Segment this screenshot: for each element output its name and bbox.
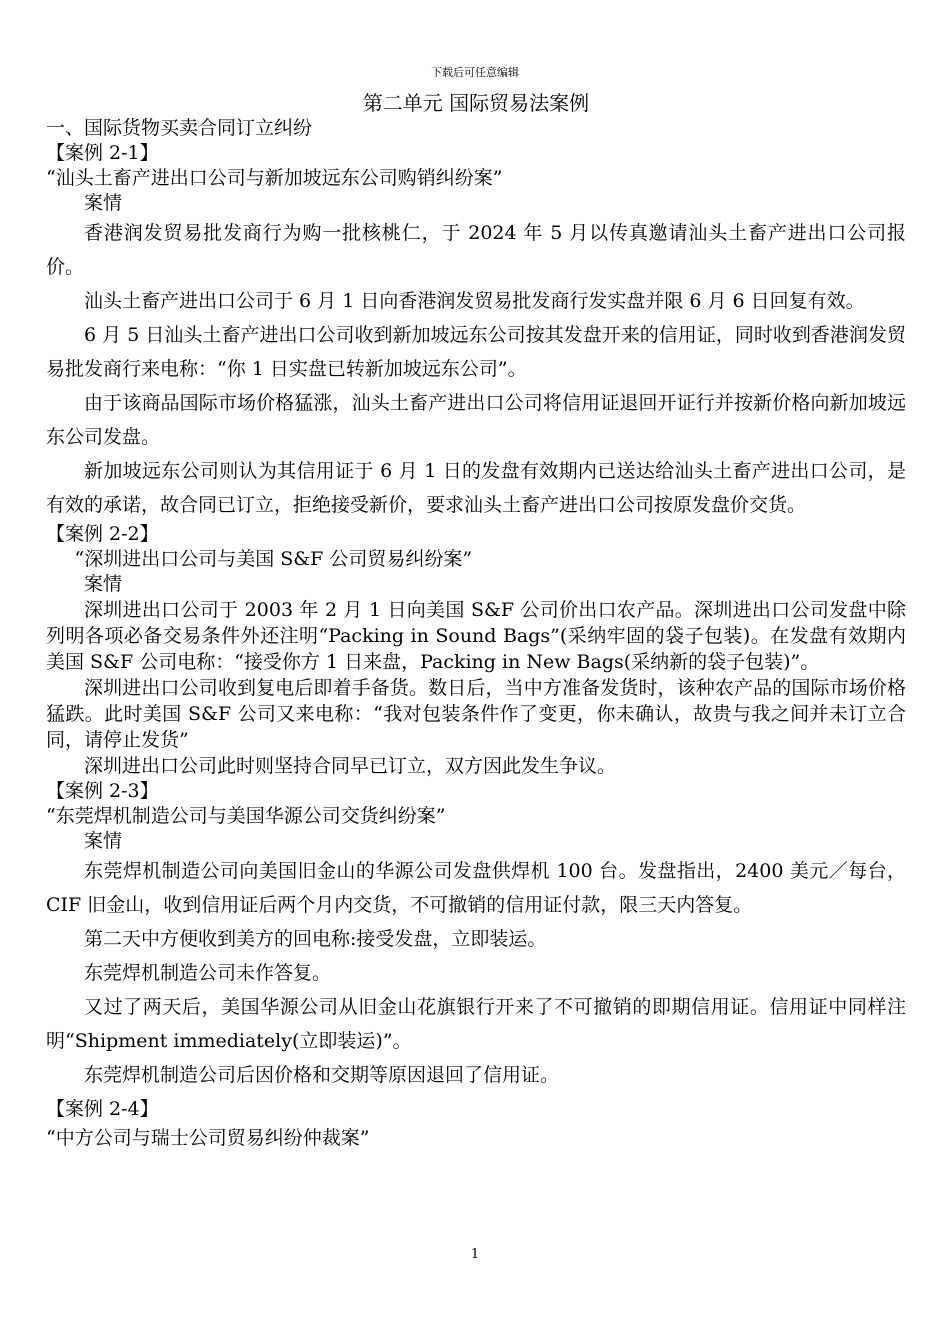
case-title-2-3: “东莞焊机制造公司与美国华源公司交货纠纷案” [46,805,446,827]
case-2-2-paragraph: 深圳进出口公司于 2003 年 2 月 1 日向美国 S&F 公司价出口农产品。深圳进出口公司发盘中除列明各项必备交易条件外还注明“Packing in Sound Bags”(采纳牢固的袋子包装)。在发盘有效期内美国 S&F 公司电称：“接受你方 1 日来盘，Packing in New Bags(采纳新的袋子包装)”。 [46,599,906,673]
case-2-2-paragraph: 深圳进出口公司收到复电后即着手备货。数日后，当中方准备发货时，该种农产品的国际市场价格猛跌。此时美国 S&F 公司又来电称：“我对包装条件作了变更，你未确认，故贵与我之间并未订立合同，请停止发货” [46,677,906,751]
case-2-1-paragraph: 汕头土畜产进出口公司于 6 月 1 日向香港润发贸易批发商行发实盘并限 6 月 6 日回复有效。 [84,290,865,312]
case-2-1-paragraph: 由于该商品国际市场价格猛涨，汕头土畜产进出口公司将信用证退回开证行并按新价格向新加坡远东公司发盘。 [46,392,906,448]
case-title-2-4: “中方公司与瑞士公司贸易纠纷仲裁案” [46,1127,370,1149]
case-2-3-paragraph: 东莞焊机制造公司未作答复。 [84,962,332,984]
case-title-2-2: “深圳进出口公司与美国 S&F 公司贸易纠纷案” [74,548,473,570]
case-sub-2-3: 案情 [84,830,123,852]
header-note: 下载后可任意编辑 [431,66,519,79]
case-2-1-paragraph: 6 月 5 日汕头土畜产进出口公司收到新加坡远东公司按其发盘开来的信用证，同时收到香港润发贸易批发商行来电称：“你 1 日实盘已转新加坡远东公司”。 [46,324,906,380]
case-2-3-paragraph: 第二天中方便收到美方的回电称:接受发盘，立即装运。 [84,928,547,950]
page-number: 1 [470,1247,480,1262]
section-heading: 一、国际货物买卖合同订立纠纷 [46,117,313,139]
case-sub-2-2: 案情 [84,573,123,595]
case-2-1-paragraph: 新加坡远东公司则认为其信用证于 6 月 1 日的发盘有效期内已送达给汕头土畜产进出口公司，是有效的承诺，故合同已订立，拒绝接受新价，要求汕头土畜产进出口公司按原发盘价交货。 [46,460,906,516]
case-label-2-2: 【案例 2-2】 [46,523,159,545]
case-label-2-4: 【案例 2-4】 [46,1098,159,1120]
case-2-1-paragraph: 香港润发贸易批发商行为购一批核桃仁，于 2024 年 5 月以传真邀请汕头土畜产进出口公司报价。 [46,222,906,278]
case-2-3-paragraph: 东莞焊机制造公司后因价格和交期等原因退回了信用证。 [84,1064,560,1086]
case-title-2-1: “汕头土畜产进出口公司与新加坡远东公司购销纠纷案” [46,167,503,189]
case-label-2-1: 【案例 2-1】 [46,142,159,164]
case-2-3-paragraph: 东莞焊机制造公司向美国旧金山的华源公司发盘供焊机 100 台。发盘指出，2400 美元／每台，CIF 旧金山，收到信用证后两个月内交货，不可撤销的信用证付款，限三天内答复。 [46,860,906,916]
case-sub-2-1: 案情 [84,192,123,214]
case-2-2-paragraph: 深圳进出口公司此时则坚持合同早已订立，双方因此发生争议。 [84,755,617,777]
case-2-3-paragraph: 又过了两天后，美国华源公司从旧金山花旗银行开来了不可撤销的即期信用证。信用证中同样注明“Shipment immediately(立即装运)”。 [46,996,906,1052]
page-title: 第二单元 国际贸易法案例 [362,91,590,115]
document-body [46,90,906,1151]
case-label-2-3: 【案例 2-3】 [46,780,159,802]
